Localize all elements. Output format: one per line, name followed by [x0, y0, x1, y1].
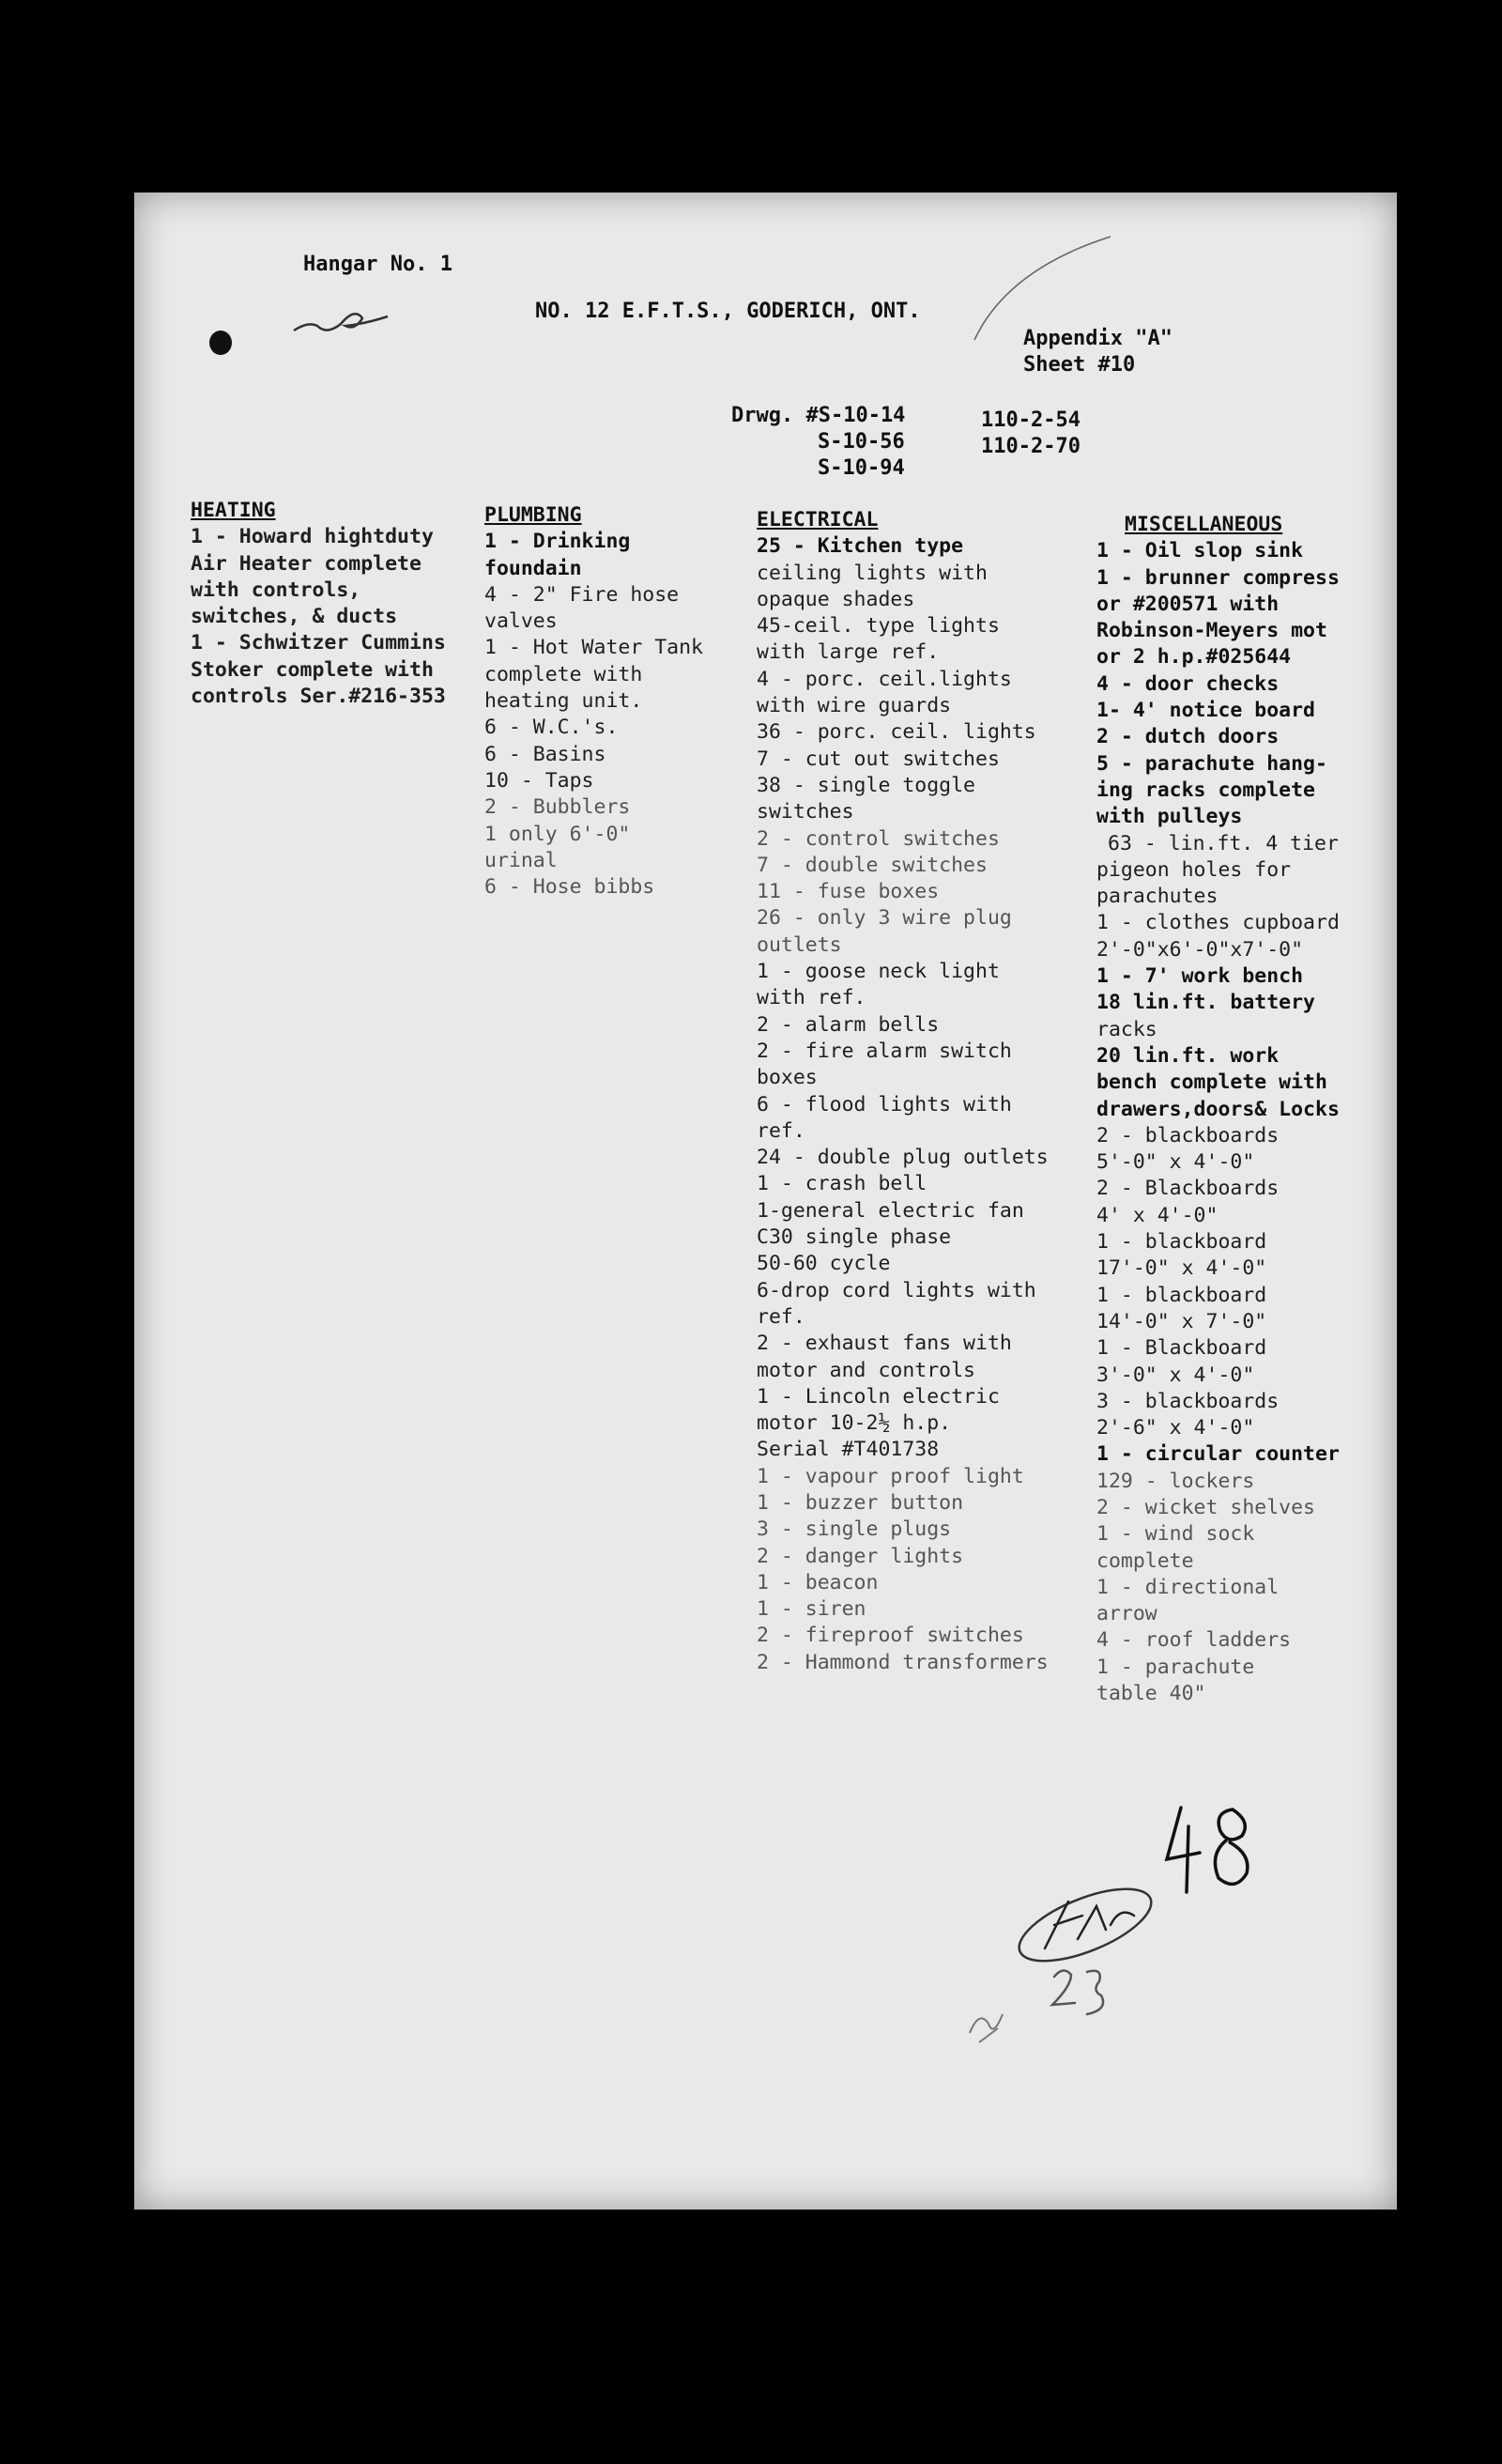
- electrical-line: 1 - Lincoln electric: [757, 1384, 1000, 1409]
- plumbing-line: 6 - Basins: [484, 742, 606, 766]
- electrical-line: 1 - buzzer button: [757, 1490, 964, 1515]
- drawing-ref-5: 110-2-70: [981, 435, 1081, 458]
- miscellaneous-column: [1096, 512, 1340, 1707]
- electrical-line: switches: [757, 800, 854, 824]
- electrical-line: ref.: [757, 1304, 805, 1329]
- heating-line: Air Heater complete: [191, 551, 421, 576]
- miscellaneous-line: 1 - brunner compress: [1096, 565, 1340, 590]
- plumbing-line: 10 - Taps: [484, 768, 594, 793]
- miscellaneous-line: 3 - blackboards: [1096, 1389, 1280, 1413]
- electrical-line: with wire guards: [757, 694, 952, 718]
- miscellaneous-line: 1 - directional: [1096, 1575, 1280, 1599]
- plumbing-line: heating unit.: [484, 689, 643, 714]
- miscellaneous-line: 20 lin.ft. work: [1096, 1043, 1280, 1068]
- miscellaneous-line: bench complete with: [1096, 1070, 1327, 1095]
- electrical-line: 24 - double plug outlets: [757, 1146, 1049, 1170]
- miscellaneous-line: 14'-0" x 7'-0": [1096, 1309, 1267, 1333]
- electrical-line: 2 - Hammond transformers: [757, 1650, 1049, 1674]
- miscellaneous-line: ing racks complete: [1096, 778, 1315, 802]
- miscellaneous-line: 18 lin.ft. battery: [1096, 991, 1315, 1015]
- document-page: [134, 192, 1397, 2210]
- drawing-ref-2: S-10-56: [818, 430, 905, 454]
- miscellaneous-line: 2'-0"x6'-0"x7'-0": [1096, 937, 1304, 962]
- heating-line: 1 - Howard hightduty: [191, 525, 434, 549]
- document-title: NO. 12 E.F.T.S., GODERICH, ONT.: [535, 300, 921, 323]
- electrical-line: motor and controls: [757, 1358, 975, 1382]
- miscellaneous-line: 1 - blackboard: [1096, 1283, 1267, 1307]
- plumbing-line: 6 - Hose bibbs: [484, 875, 655, 900]
- electrical-line: opaque shades: [757, 587, 915, 611]
- electrical-line: 1 - crash bell: [757, 1172, 927, 1196]
- electrical-line: 38 - single toggle: [757, 773, 975, 797]
- electrical-line: 6-drop cord lights with: [757, 1278, 1036, 1302]
- electrical-line: 1 - beacon: [757, 1570, 879, 1594]
- miscellaneous-line: 1 - Oil slop sink: [1096, 539, 1304, 563]
- electrical-line: ref.: [757, 1118, 805, 1143]
- electrical-column: [757, 507, 1049, 1676]
- electrical-line: outlets: [757, 932, 842, 957]
- miscellaneous-line: 1- 4' notice board: [1096, 699, 1315, 723]
- plumbing-line: 2 - Bubblers: [484, 795, 631, 820]
- electrical-line: 26 - only 3 wire plug: [757, 906, 1012, 931]
- electrical-line: 2 - alarm bells: [757, 1012, 940, 1037]
- electrical-line: 7 - cut out switches: [757, 747, 1000, 771]
- pen-scribble-top: [289, 298, 392, 345]
- plumbing-column: [484, 502, 703, 901]
- electrical-heading: ELECTRICAL: [757, 508, 879, 531]
- miscellaneous-line: 1 - blackboard: [1096, 1230, 1267, 1255]
- electrical-line: C30 single phase: [757, 1225, 952, 1250]
- heating-line: with controls,: [191, 578, 361, 602]
- electrical-line: 1 - goose neck light: [757, 960, 1000, 984]
- miscellaneous-line: 1 - parachute: [1096, 1655, 1255, 1679]
- electrical-line: 2 - control switches: [757, 826, 1000, 851]
- handwritten-note: [1035, 1958, 1129, 2042]
- miscellaneous-line: 5'-0" x 4'-0": [1096, 1150, 1255, 1175]
- heating-line: switches, & ducts: [191, 605, 398, 629]
- miscellaneous-line: 1 - clothes cupboard: [1096, 911, 1340, 935]
- electrical-line: 6 - flood lights with: [757, 1092, 1012, 1116]
- plumbing-line: 6 - W.C.'s.: [484, 716, 619, 740]
- electrical-line: 45-ceil. type lights: [757, 614, 1000, 639]
- miscellaneous-line: 3'-0" x 4'-0": [1096, 1363, 1255, 1387]
- heating-line: Stoker complete with: [191, 657, 434, 682]
- plumbing-line: 1 only 6'-0": [484, 822, 631, 846]
- miscellaneous-line: 2 - dutch doors: [1096, 725, 1280, 749]
- miscellaneous-line: arrow: [1096, 1602, 1157, 1626]
- electrical-line: 25 - Kitchen type: [757, 534, 964, 559]
- punch-hole: [209, 331, 232, 355]
- heating-line: 1 - Schwitzer Cummins: [191, 631, 446, 655]
- miscellaneous-line: or 2 h.p.#025644: [1096, 645, 1292, 670]
- heating-line: controls Ser.#216-353: [191, 685, 446, 709]
- miscellaneous-line: 1 - circular counter: [1096, 1442, 1340, 1467]
- appendix-label: Appendix "A": [1023, 327, 1172, 350]
- plumbing-line: valves: [484, 609, 558, 634]
- electrical-line: 3 - single plugs: [757, 1517, 952, 1542]
- plumbing-line: complete with: [484, 662, 643, 686]
- electrical-line: 50-60 cycle: [757, 1252, 891, 1276]
- electrical-line: 4 - porc. ceil.lights: [757, 667, 1012, 691]
- miscellaneous-line: racks: [1096, 1017, 1157, 1041]
- electrical-line: boxes: [757, 1066, 818, 1090]
- miscellaneous-line: 4 - door checks: [1096, 671, 1280, 696]
- miscellaneous-line: 17'-0" x 4'-0": [1096, 1256, 1267, 1281]
- electrical-line: 7 - double switches: [757, 853, 988, 877]
- miscellaneous-line: 4' x 4'-0": [1096, 1203, 1218, 1227]
- plumbing-line: urinal: [484, 848, 558, 872]
- electrical-line: 2 - fire alarm switch: [757, 1039, 1012, 1063]
- miscellaneous-line: complete: [1096, 1548, 1194, 1573]
- miscellaneous-line: or #200571 with: [1096, 592, 1280, 616]
- electrical-line: 11 - fuse boxes: [757, 880, 940, 904]
- electrical-line: 1 - siren: [757, 1597, 866, 1622]
- electrical-line: with large ref.: [757, 640, 940, 665]
- miscellaneous-line: 2 - wicket shelves: [1096, 1495, 1315, 1519]
- plumbing-line: 1 - Drinking: [484, 530, 631, 554]
- miscellaneous-line: Robinson-Meyers mot: [1096, 619, 1327, 643]
- miscellaneous-line: parachutes: [1096, 885, 1218, 909]
- hangar-label: Hangar No. 1: [303, 253, 452, 276]
- miscellaneous-line: 1 - Blackboard: [1096, 1336, 1267, 1361]
- miscellaneous-line: 4 - roof ladders: [1096, 1628, 1292, 1653]
- electrical-line: Serial #T401738: [757, 1438, 940, 1462]
- miscellaneous-line: 2 - Blackboards: [1096, 1177, 1280, 1201]
- plumbing-line: 4 - 2" Fire hose: [484, 582, 680, 607]
- miscellaneous-line: pigeon holes for: [1096, 857, 1292, 882]
- electrical-line: 1-general electric fan: [757, 1198, 1024, 1223]
- electrical-line: 36 - porc. ceil. lights: [757, 720, 1036, 745]
- miscellaneous-line: 2 - blackboards: [1096, 1123, 1280, 1147]
- miscellaneous-line: with pulleys: [1096, 805, 1243, 829]
- miscellaneous-line: drawers,doors& Locks: [1096, 1097, 1340, 1121]
- miscellaneous-line: 1 - wind sock: [1096, 1522, 1255, 1547]
- drawing-ref-1: Drwg. #S-10-14: [731, 404, 906, 427]
- drawing-ref-3: S-10-94: [818, 456, 905, 480]
- miscellaneous-line: 5 - parachute hang-: [1096, 751, 1327, 776]
- miscellaneous-line: 1 - 7' work bench: [1096, 964, 1304, 989]
- sheet-label: Sheet #10: [1023, 353, 1136, 377]
- electrical-line: 2 - fireproof switches: [757, 1624, 1024, 1648]
- electrical-line: ceiling lights with: [757, 561, 988, 585]
- electrical-line: 2 - danger lights: [757, 1544, 964, 1568]
- heating-heading: HEATING: [191, 499, 276, 522]
- electrical-line: motor 10-2½ h.p.: [757, 1411, 952, 1436]
- pencil-scribble: [960, 1991, 1017, 2047]
- drawing-ref-4: 110-2-54: [981, 408, 1081, 432]
- heating-column: [191, 498, 446, 710]
- electrical-line: 1 - vapour proof light: [757, 1464, 1024, 1488]
- plumbing-heading: PLUMBING: [484, 503, 582, 527]
- miscellaneous-line: 2'-6" x 4'-0": [1096, 1416, 1255, 1440]
- miscellaneous-line: 63 - lin.ft. 4 tier: [1108, 831, 1339, 855]
- electrical-line: with ref.: [757, 986, 866, 1010]
- plumbing-line: foundain: [484, 556, 582, 580]
- electrical-line: 2 - exhaust fans with: [757, 1332, 1012, 1356]
- miscellaneous-line: 129 - lockers: [1096, 1469, 1255, 1493]
- miscellaneous-heading: MISCELLANEOUS: [1125, 513, 1283, 536]
- miscellaneous-line: table 40": [1096, 1682, 1206, 1706]
- plumbing-line: 1 - Hot Water Tank: [484, 636, 703, 660]
